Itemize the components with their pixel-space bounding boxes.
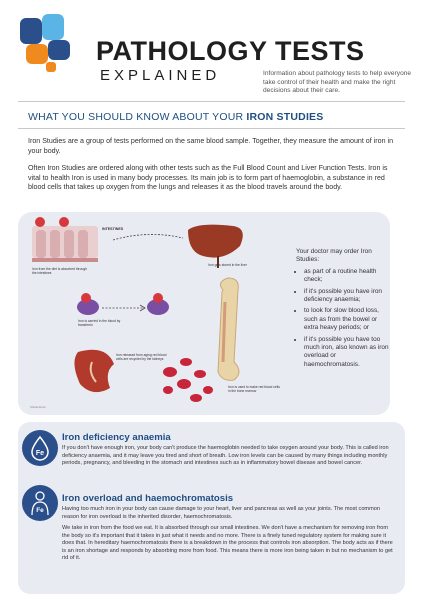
deficiency-heading: Iron deficiency anaemia [62, 432, 171, 443]
bone-illustration [218, 278, 239, 380]
page-subtitle: EXPLAINED [100, 67, 221, 84]
svg-text:cells are recycled by the kidn: cells are recycled by the kidneys [116, 357, 164, 361]
iron-deficiency-icon [22, 430, 58, 466]
iron-badge-icon [153, 293, 163, 303]
svg-text:in the bone marrow: in the bone marrow [228, 389, 257, 393]
svg-text:Iron gets stored in the liver: Iron gets stored in the liver [208, 263, 247, 267]
iron-badge-icon [35, 217, 45, 227]
svg-text:Iron released from aging red b: Iron released from aging red blood [116, 353, 167, 357]
svg-text:Fe: Fe [36, 507, 44, 514]
iron-overload-icon [22, 485, 58, 521]
list-item: • if it's possible you have too much iron, also known as iron overload or haemochromatosis. [304, 336, 392, 370]
iron-badge-icon [81, 293, 91, 303]
svg-text:Iron is used to make red blood: Iron is used to make red blood cells [228, 385, 280, 389]
list-item: • if it's possible you have iron deficiency anaemia; [304, 288, 392, 305]
doctor-order-box [296, 248, 392, 372]
section-title: WHAT YOU SHOULD KNOW ABOUT YOUR IRON STUDIES [28, 111, 324, 123]
red-blood-cells [163, 358, 213, 402]
svg-text:Iron is carried in the blood b: Iron is carried in the blood by [78, 319, 121, 323]
deficiency-body: If you don't have enough iron, your body can't produce the haemoglobin needed to take oxygen around your body. This is called iron deficiency anaemia, and it may leave you tired and short of breath. Low iron levels can be caused by many things including monthly periods, pregnancy, and bleeding in the stomach and intestines such as in inflammatory bowel disease and bowel cancer. [62, 445, 389, 467]
tagline: Information about pathology tests to help everyone take control of their health and make the right decisions about their care. [263, 70, 412, 94]
iron-badge-icon [59, 217, 69, 227]
iron-cycle-diagram [18, 212, 288, 415]
svg-text:Iron from the diet is absorbed: Iron from the diet is absorbed through [32, 267, 87, 271]
list-item: • to look for slow blood loss, such as from the bowel or extra heavy periods; or [304, 307, 392, 332]
overload-body-1: Having too much iron in your body can cause damage to your heart, liver and pancreas as well as your joints. The most common reason for iron overload is the inherited disorder, haemochromatosis. [62, 506, 380, 520]
svg-text:the intestines: the intestines [32, 271, 52, 275]
divider [18, 101, 405, 102]
list-item: • as part of a routine health check; [304, 268, 392, 285]
page-title: PATHOLOGY TESTS [96, 36, 365, 66]
overload-heading: Iron overload and haemochromatosis [62, 493, 234, 504]
svg-text:Shutterstock: Shutterstock [30, 405, 46, 409]
svg-text:transferrin: transferrin [78, 323, 93, 327]
overload-body-2: We take in iron from the food we eat. It is absorbed through our small intestines. We don't have a mechanism for removing iron from the body so it's important that it takes in just what it needs and no more. There is a finely tuned regulatory system for making sure it does that. In hereditary haemochromatosis there is a breakdown in the process that controls iron absorption. The body acts as if there is an iron shortage and responds by absorbing more from food. This means there is more iron being taken in but no mechanism to get rid of it. [62, 525, 393, 562]
intestine-illustration [32, 226, 98, 262]
liver-illustration [188, 225, 243, 258]
svg-text:INTESTINES: INTESTINES [102, 227, 124, 231]
logo-icon [18, 12, 76, 74]
intro-paragraph-2: Often Iron Studies are ordered along with other tests such as the Full Blood Count and Liver Function Tests. Iron is vital to health Iron is used in many body processes. Its main job is to form part of haemoglobin, a substance in red blood cells that takes up oxygen from the lungs and releases it as the blood travels around the body. [28, 164, 388, 192]
doctor-order-intro: Your doctor may order Iron Studies: [296, 248, 372, 264]
intro-paragraph-1: Iron Studies are a group of tests performed on the same blood sample. Together, they measure the amount of iron in your body. [28, 137, 394, 155]
doctor-order-list [296, 268, 392, 369]
kidney-illustration [74, 350, 114, 392]
svg-text:Fe: Fe [35, 450, 45, 457]
divider [18, 128, 405, 129]
